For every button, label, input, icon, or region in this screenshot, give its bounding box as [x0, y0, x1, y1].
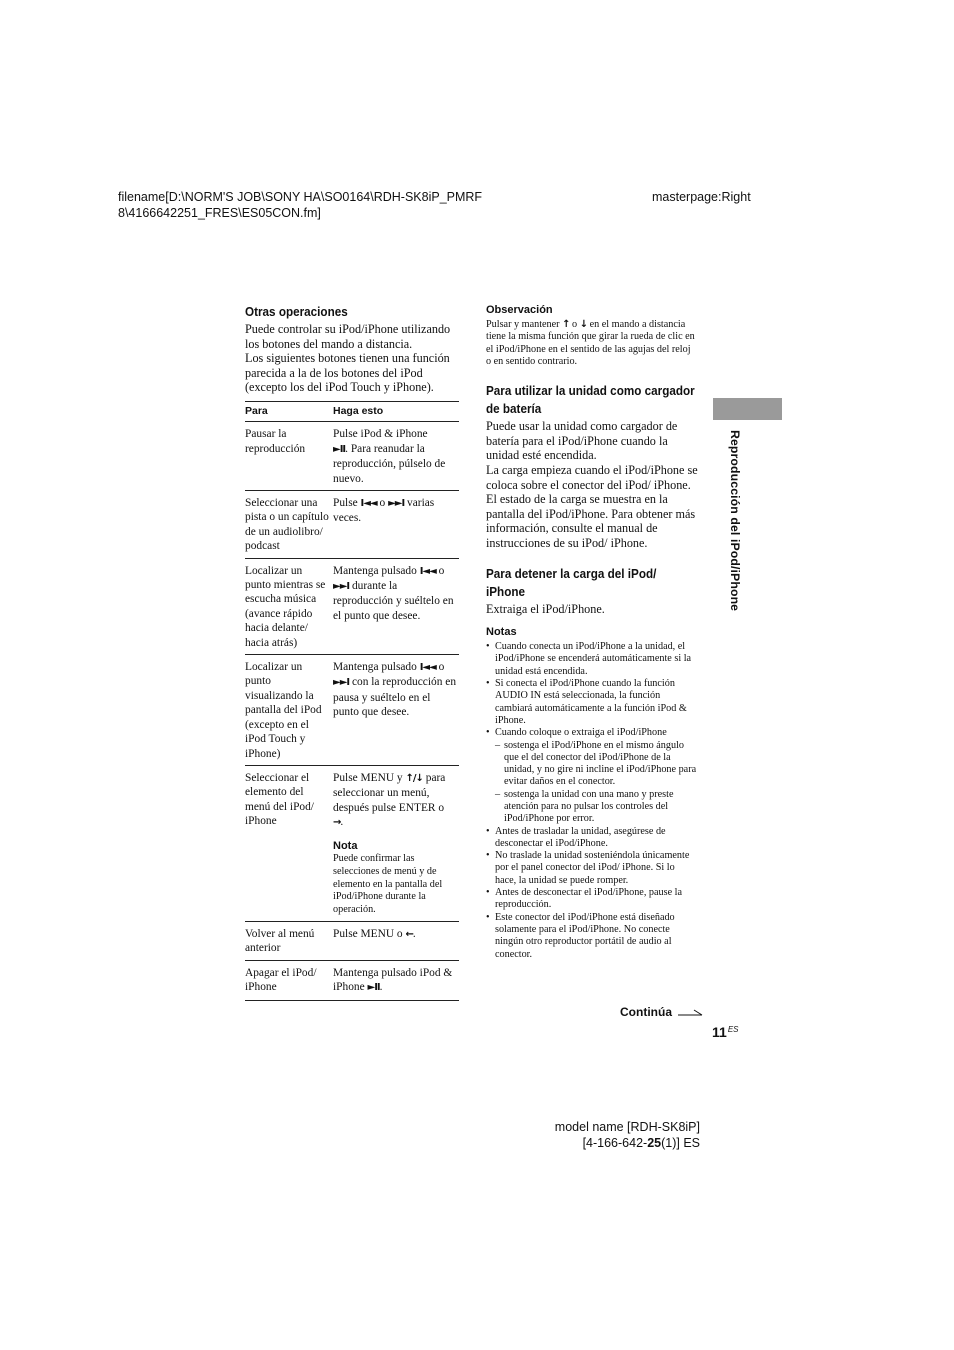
table-header-row: [245, 401, 459, 421]
note-title: Nota: [333, 839, 358, 852]
cell-para: Localizar un punto mientras se escucha música (avance rápido hacia delante/ hacia atrás): [245, 558, 333, 654]
up-down-arrow-icon: ↑/↓: [405, 772, 423, 784]
observation-title: Observación: [486, 304, 553, 316]
right-arrow-icon: →: [333, 817, 341, 829]
list-item: • Antes de desconectar el iPod/iPhone, pause la reproducción.: [486, 887, 698, 912]
charger-paragraph-2: La carga empieza cuando el iPod/iPhone se coloca sobre el conector del iPod/ iPhone. El estado de la carga se muestra en la pantalla del iPod/iPhone. Para obtener más información, consulte el manual de instrucciones de su iPod/ iPhone.: [486, 462, 698, 550]
play-pause-icon: ►II: [333, 443, 346, 455]
cell-para: Volver al menú anterior: [245, 921, 333, 960]
table-row: [245, 921, 459, 960]
previous-track-icon: I◄◄: [419, 565, 436, 577]
charger-paragraph-1: Puede usar la unidad como cargador de batería para el iPod/iPhone cuando la unidad esté encendida.: [486, 419, 678, 463]
note-text: Puede confirmar las selecciones de menú y de elemento en la pantalla del iPod/iPhone durante la operación.: [333, 852, 443, 916]
table-row: [245, 491, 459, 559]
list-item: • Antes de trasladar la unidad, asegúrese de desconectar el iPod/iPhone.: [486, 826, 698, 851]
section-title-otras-operaciones: Otras operaciones: [245, 304, 348, 319]
up-arrow-icon: ↑: [562, 319, 570, 330]
sub-list-item: – sostenga la unidad con una mano y preste atención para no pulsar los controles del iPod/iPhone por error.: [495, 789, 698, 826]
next-track-icon: ►►I: [333, 677, 350, 689]
sub-notes-list: [495, 740, 698, 826]
stop-charge-title: Para detener la carga del iPod/ iPhone: [486, 565, 657, 599]
model-info: model name [RDH-SK8iP] [4-166-642-25(1)] ES: [554, 1120, 700, 1150]
play-pause-icon: ►II: [367, 982, 380, 994]
continua-label: Continúa: [620, 1005, 672, 1019]
col-header-haga: Haga esto: [333, 401, 459, 421]
list-item: • Cuando conecta un iPod/iPhone a la unidad, el iPod/iPhone se encenderá automáticamente si la unidad está encendida.: [486, 641, 698, 678]
filename-label: filename[D:\NORM'S JOB\SONY HA\SO0164\RDH-SK8iP_PMRF 8\4166642251_FRES\ES05CON.fm]: [118, 190, 483, 220]
right-column: [486, 303, 698, 961]
section-tab-bar: [713, 398, 782, 420]
cell-haga: Pulse I◄◄ o ►►I varias veces.: [333, 491, 459, 559]
observation-text: Pulsar y mantener ↑ o ↓ en el mando a distancia tiene la misma función que girar la rueda de clic en el iPod/iPhone en el sentido de las agujas del reloj o en sentido contrario.: [486, 319, 695, 367]
masterpage-label: masterpage:Right: [652, 190, 751, 204]
notes-title: Notas: [486, 626, 517, 639]
table-row: [245, 960, 459, 1000]
previous-track-icon: I◄◄: [419, 662, 436, 674]
notes-list: [486, 641, 698, 961]
side-section-label: Reproducción del iPod/iPhone: [728, 430, 742, 612]
operations-table: [245, 401, 459, 1001]
cell-haga: Mantenga pulsado iPod & iPhone ►II.: [333, 960, 459, 1000]
cell-para: Seleccionar el elemento del menú del iPod/ iPhone: [245, 765, 333, 921]
cell-haga: Pulse MENU o ←.: [333, 921, 459, 960]
list-item: • Este conector del iPod/iPhone está diseñado solamente para el iPod/iPhone. No conecte ningún otro reproductor portátil de audio al conector.: [486, 912, 698, 961]
page-number: $11^{ES}$: [712, 1024, 739, 1040]
continued-indicator: [620, 1003, 704, 1021]
down-arrow-icon: ↓: [579, 319, 588, 330]
cell-para: Seleccionar una pista o un capítulo de un audiolibro/ podcast: [245, 491, 333, 559]
table-row: [245, 655, 459, 766]
intro-paragraph-2: Los siguientes botones tienen una función parecida a la de los botones del iPod (excepto los del iPod Touch y iPhone).: [245, 351, 450, 395]
cell-para: Pausar la reproducción: [245, 422, 333, 491]
next-track-icon: ►►I: [388, 498, 405, 509]
table-row: [245, 558, 459, 654]
table-row: [245, 422, 459, 491]
stop-charge-text: Extraiga el iPod/iPhone.: [486, 601, 605, 616]
previous-track-icon: I◄◄: [360, 498, 377, 509]
continue-arrow-icon: [678, 1007, 704, 1017]
cell-haga: Mantenga pulsado I◄◄ o ►►I durante la reproducción y suéltelo en el punto que desee.: [333, 558, 459, 654]
list-item: • Cuando coloque o extraiga el iPod/iPhone – sostenga el iPod/iPhone en el mismo ángulo que el del conector del iPod/iPhone de la unidad, y no gire ni incline el iPod/iPhone para evitar daños en el conector. – sostenga la unidad con una mano y preste atención para no pulsar los controles del iPod/iPhone por error.: [486, 727, 698, 825]
left-arrow-icon: ←: [405, 928, 413, 940]
intro-paragraph-1: Puede controlar su iPod/iPhone utilizando los botones del mando a distancia.: [245, 322, 451, 351]
list-item: • No traslade la unidad sosteniéndola únicamente por el panel conector del iPod/ iPhone. Si lo hace, la unidad se puede romper.: [486, 850, 698, 887]
list-item: • Si conecta el iPod/iPhone cuando la función AUDIO IN está seleccionada, la función cambiará automáticamente a la función iPod & iPhone.: [486, 678, 698, 727]
sub-list-item: – sostenga el iPod/iPhone en el mismo ángulo que el del conector del iPod/iPhone de la unidad, y no gire ni incline el iPod/iPhone para evitar daños en el conector.: [495, 740, 698, 789]
cell-haga: Mantenga pulsado I◄◄ o ►►I con la reproducción en pausa y suéltelo en el punto que desee.: [333, 655, 459, 766]
col-header-para: Para: [245, 401, 333, 421]
cell-haga: Pulse iPod & iPhone ►II. Para reanudar la reproducción, púlselo de nuevo.: [333, 422, 459, 491]
cell-para: Localizar un punto visualizando la pantalla del iPod (excepto en el iPod Touch y iPhone): [245, 655, 333, 766]
cell-para: Apagar el iPod/ iPhone: [245, 960, 333, 1000]
page-suffix: ES: [727, 1025, 739, 1034]
table-row: [245, 765, 459, 921]
next-track-icon: ►►I: [333, 581, 350, 593]
charger-section-title: Para utilizar la unidad como cargador de batería: [486, 383, 695, 417]
cell-haga: Pulse MENU y ↑/↓ para seleccionar un menú, después pulse ENTER o →. Nota Puede confirmar las selecciones de menú y de elemento en la pantalla del iPod/iPhone durante la operación.: [333, 765, 459, 921]
left-column: [245, 303, 459, 1001]
